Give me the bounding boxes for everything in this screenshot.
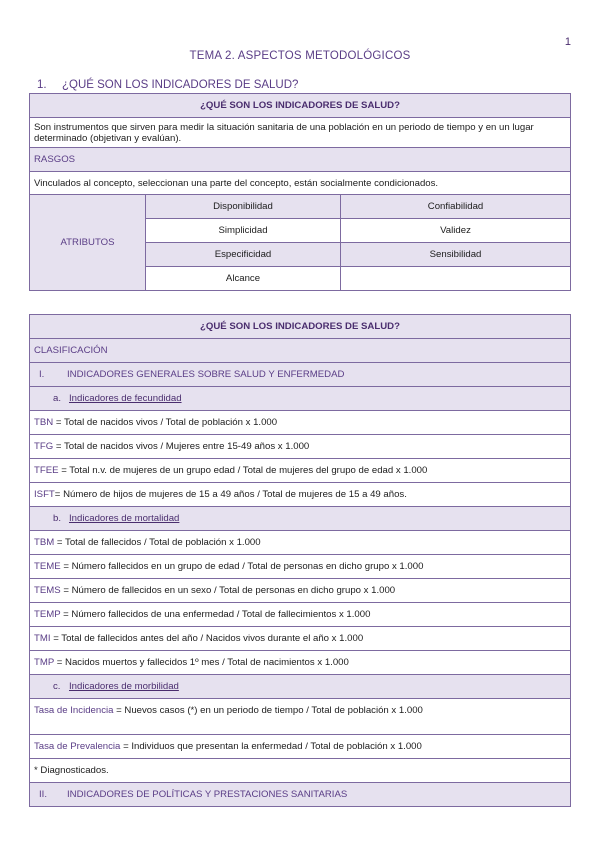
- subgroup-title: Indicadores de mortalidad: [69, 513, 180, 524]
- subgroup-letter: c.: [53, 681, 61, 692]
- attribute-cell: Sensibilidad: [341, 243, 571, 267]
- formula-row: [30, 411, 571, 435]
- indicator-formula: = Total n.v. de mujeres de un grupo edad / Total de mujeres del grupo de edad x 1.000: [58, 465, 428, 476]
- formula-row: [30, 603, 571, 627]
- indicator-abbr: TFG: [34, 441, 54, 452]
- attribute-cell: Disponibilidad: [146, 195, 341, 219]
- indicator-formula: = Nuevos casos (*) en un periodo de tiempo / Total de población x 1.000: [113, 705, 423, 716]
- group-heading: [30, 783, 571, 807]
- indicator-abbr: Tasa de Prevalencia: [34, 741, 121, 752]
- indicator-formula: = Total de nacidos vivos / Mujeres entre 15-49 años x 1.000: [53, 441, 310, 452]
- section-title-text: ¿QUÉ SON LOS INDICADORES DE SALUD?: [62, 79, 299, 91]
- formula-row: [30, 627, 571, 651]
- indicator-abbr: TEME: [34, 561, 61, 572]
- group-title: INDICADORES GENERALES SOBRE SALUD Y ENFERMEDAD: [67, 369, 345, 380]
- indicator-abbr: TBM: [34, 537, 55, 548]
- indicator-formula: = Número fallecidos de una enfermedad / Total de fallecimientos x 1.000: [60, 609, 371, 620]
- attribute-cell: Simplicidad: [146, 219, 341, 243]
- indicator-formula: = Número fallecidos en un grupo de edad / Total de personas en dicho grupo x 1.000: [60, 561, 424, 572]
- formula-row: [30, 435, 571, 459]
- subgroup-heading: [30, 675, 571, 699]
- definition-text: Son instrumentos que sirven para medir la situación sanitaria de una población en un periodo de tiempo y en un lugar determinado (objetivan y evalúan).: [30, 118, 571, 148]
- attribute-cell: Especificidad: [146, 243, 341, 267]
- rasgos-text: Vinculados al concepto, seleccionan una parte del concepto, están socialmente condicionados.: [30, 172, 571, 195]
- table2-header: ¿QUÉ SON LOS INDICADORES DE SALUD?: [30, 315, 571, 339]
- attribute-cell: Alcance: [146, 267, 341, 291]
- rasgos-label: RASGOS: [30, 148, 571, 172]
- group-number: II.: [39, 789, 47, 800]
- attribute-cell: [341, 267, 571, 291]
- subgroup-title: Indicadores de morbilidad: [69, 681, 179, 692]
- formula-row: [30, 459, 571, 483]
- indicator-abbr: TMI: [34, 633, 51, 644]
- group-title: INDICADORES DE POLÍTICAS Y PRESTACIONES SANITARIAS: [67, 789, 348, 800]
- indicator-abbr: TMP: [34, 657, 55, 668]
- indicator-formula: = Total de fallecidos antes del año / Nacidos vivos durante el año x 1.000: [50, 633, 364, 644]
- subgroup-title: Indicadores de fecundidad: [69, 393, 182, 404]
- indicator-formula: = Total de nacidos vivos / Total de población x 1.000: [53, 417, 278, 428]
- indicator-abbr: Tasa de Incidencia: [34, 705, 114, 716]
- subgroup-letter: b.: [53, 513, 62, 524]
- indicator-formula: = Número de fallecidos en un sexo / Total de personas en dicho grupo x 1.000: [60, 585, 396, 596]
- formula-row: [30, 531, 571, 555]
- group-heading: [30, 363, 571, 387]
- atributos-label: ATRIBUTOS: [30, 195, 146, 291]
- subgroup-heading: [30, 507, 571, 531]
- subgroup-letter: a.: [53, 393, 62, 404]
- attribute-cell: Confiabilidad: [341, 195, 571, 219]
- indicator-abbr: TFEE: [34, 465, 59, 476]
- section-number: 1.: [37, 79, 47, 91]
- formula-row: [30, 651, 571, 675]
- indicator-abbr: TBN: [34, 417, 54, 428]
- attribute-cell: Validez: [341, 219, 571, 243]
- indicator-abbr: TEMP: [34, 609, 61, 620]
- indicator-formula: = Número de hijos de mujeres de 15 a 49 años / Total de mujeres de 15 a 49 años.: [54, 489, 407, 500]
- formula-row: [30, 483, 571, 507]
- formula-row: [30, 699, 571, 735]
- clasificacion-label: CLASIFICACIÓN: [30, 339, 571, 363]
- document-title: TEMA 2. ASPECTOS METODOLÓGICOS: [189, 50, 411, 62]
- indicator-abbr: TEMS: [34, 585, 61, 596]
- indicators-definition-table: [29, 93, 571, 291]
- footnote: * Diagnosticados.: [30, 759, 571, 783]
- indicator-formula: = Individuos que presentan la enfermedad / Total de población x 1.000: [120, 741, 422, 752]
- formula-row: [30, 555, 571, 579]
- indicators-classification-table: [29, 314, 571, 807]
- formula-row: [30, 735, 571, 759]
- page-number: 1: [564, 36, 571, 48]
- group-number: I.: [39, 369, 45, 380]
- indicator-formula: = Nacidos muertos y fallecidos 1º mes / Total de nacimientos x 1.000: [54, 657, 349, 668]
- subgroup-heading: [30, 387, 571, 411]
- indicator-formula: = Total de fallecidos / Total de población x 1.000: [54, 537, 261, 548]
- indicator-abbr: ISFT: [34, 489, 55, 500]
- section-title: [37, 79, 298, 91]
- formula-row: [30, 579, 571, 603]
- table1-header: ¿QUÉ SON LOS INDICADORES DE SALUD?: [30, 94, 571, 118]
